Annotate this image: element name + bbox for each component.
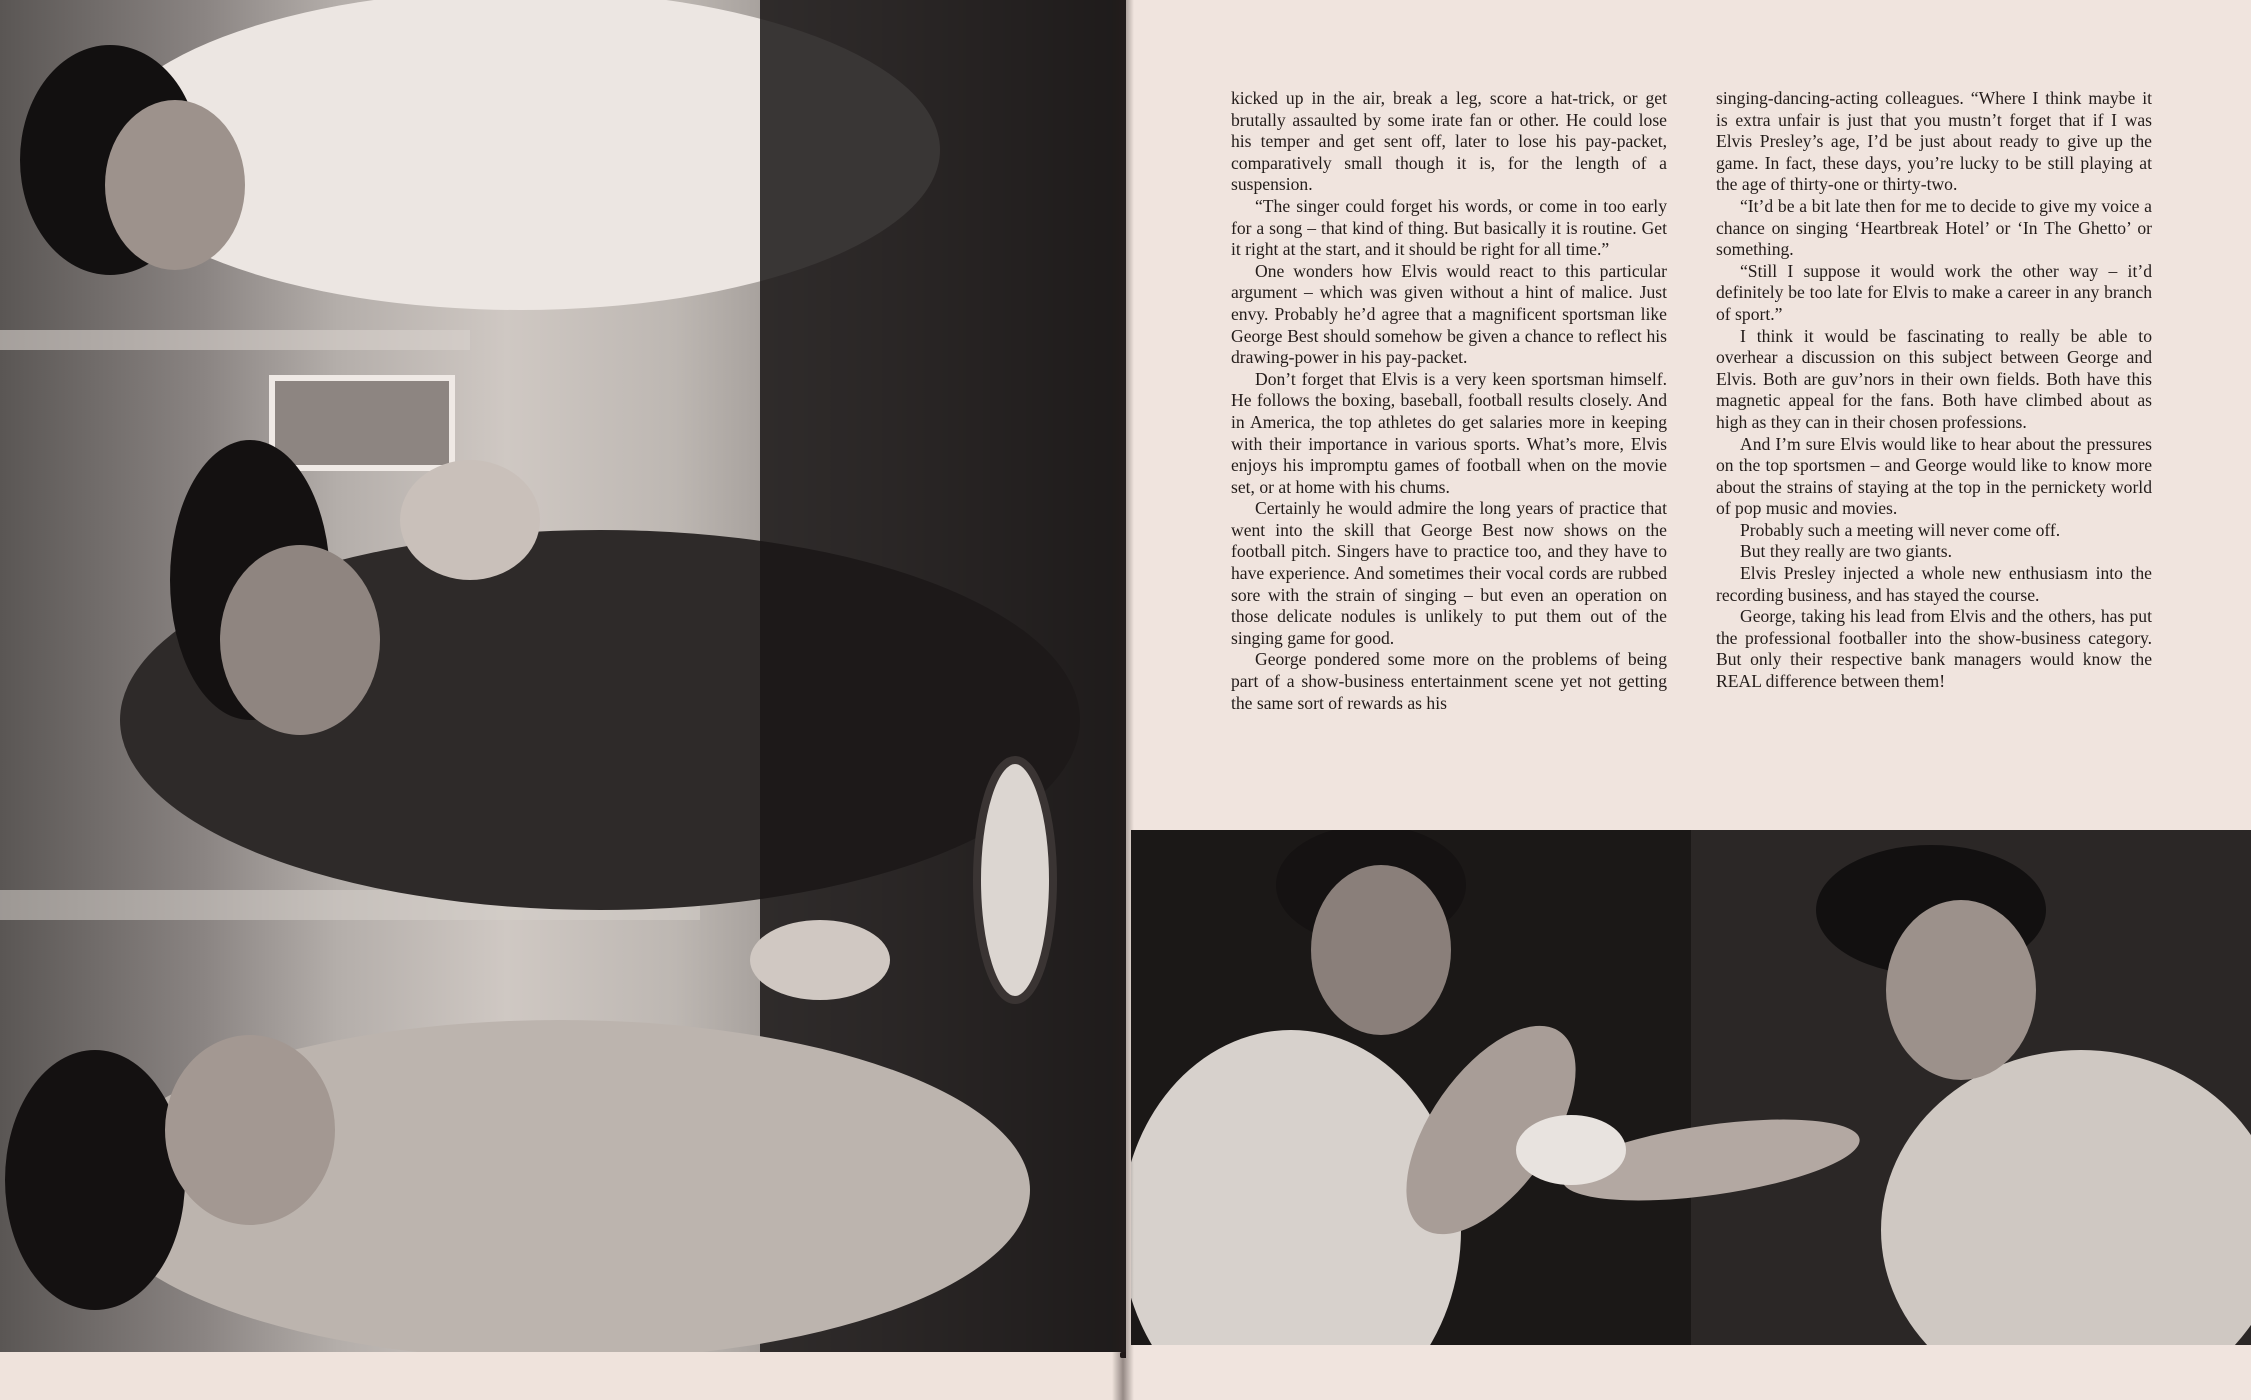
lamp-dish — [977, 760, 1053, 1000]
paragraph: Certainly he would admire the long years of practice that went into the skill that George Best now shows on the football pitch. Singers have to practice too, and they have to have experience. And sometimes their vocal cords are rubbed sore with the strain of singing – but even an operation on those delicate nodules is unlikely to put them out of the singing game for good. — [1231, 498, 1667, 648]
paragraph: I think it would be fascinating to really be able to overhear a discussion on this subject between George and Elvis. Both are guv’nors in their own fields. Both have this magnetic appeal for the fans. Both have climbed about as high as they can in their chosen professions. — [1716, 325, 2152, 432]
paragraph: Don’t forget that Elvis is a very keen sportsman himself. He follows the boxing, baseball, football results closely. And in America, the top athletes do get salaries more in keeping with their importance in various sports. What’s more, Elvis enjoys his impromptu games of football when on the movie set, or at home with his chums. — [1231, 368, 1667, 497]
paragraph: And I’m sure Elvis would like to hear about the pressures on the top sportsmen – and George would like to know more about the strains of staying at the top in the pernickety world of pop music and movies. — [1716, 433, 2152, 519]
paragraph: “It’d be a bit late then for me to decide to give my voice a chance on singing ‘Heartbreak Hotel’ or ‘In The Ghetto’ or something. — [1716, 195, 2152, 260]
article-column-right — [1716, 88, 2152, 693]
figure-top-face — [105, 100, 245, 270]
trainer-face — [1311, 865, 1451, 1035]
paragraph: But they really are two giants. — [1740, 541, 1953, 562]
bottom-photo-art — [1131, 830, 2251, 1345]
paragraph: “The singer could forget his words, or come in too early for a song – that kind of thing. But basically it is routine. Get it right at the start, and it should be right for all time.” — [1231, 195, 1667, 260]
paragraph: singing-dancing-acting colleagues. “Where I think maybe it is extra unfair is just that you mustn’t forget that if I was Elvis Presley’s age, I’d be just about ready to give up the game. In fact, these days, you’re lucky to be still playing at the age of thirty-one or thirty-two. — [1716, 88, 2152, 195]
figure-bottom-hair — [5, 1050, 185, 1310]
paragraph: Probably such a meeting will never come off. — [1740, 519, 2061, 540]
figure-bottom-face — [165, 1035, 335, 1225]
paragraph: Elvis Presley injected a whole new enthusiasm into the recording business, and has stayed the course. — [1716, 563, 2152, 605]
paragraph: kicked up in the air, break a leg, score a hat-trick, or get brutally assaulted by some irate fan or other. He could lose his temper and get sent off, later to lose his pay-packet, comparatively small though it is, for the length of a suspension. — [1231, 88, 1667, 195]
figure-middle-face — [220, 545, 380, 735]
bottom-photo — [1131, 830, 2251, 1345]
article-text — [1231, 88, 2152, 808]
page-gutter — [1112, 0, 1134, 1400]
left-photo — [0, 0, 1126, 1352]
taped-hand — [1516, 1115, 1626, 1185]
figure-middle-hands — [400, 460, 540, 580]
left-page-margin — [0, 1352, 1126, 1400]
boxer-face — [1886, 900, 2036, 1080]
figure-bottom-hand — [750, 920, 890, 1000]
paragraph: One wonders how Elvis would react to this particular argument – which was given without a hint of malice. Just envy. Probably he’d agree that a magnificent sportsman like George Best should somehow be given a chance to reflect his drawing-power in his pay-packet. — [1231, 260, 1667, 368]
left-photo-art — [0, 0, 1126, 1352]
article-column-left — [1231, 88, 1667, 714]
wall-picture — [272, 378, 452, 468]
paragraph: George pondered some more on the problems of being part of a show-business entertainment scene yet not getting the same sort of rewards as his — [1231, 649, 1667, 713]
door-frame — [0, 330, 470, 350]
paragraph: “Still I suppose it would work the other way – it’d definitely be too late for Elvis to make a career in any branch of sport.” — [1716, 260, 2152, 324]
paragraph: George, taking his lead from Elvis and the others, has put the professional footballer into the show-business category. But only their respective bank managers would know the REAL difference between them! — [1716, 606, 2152, 692]
